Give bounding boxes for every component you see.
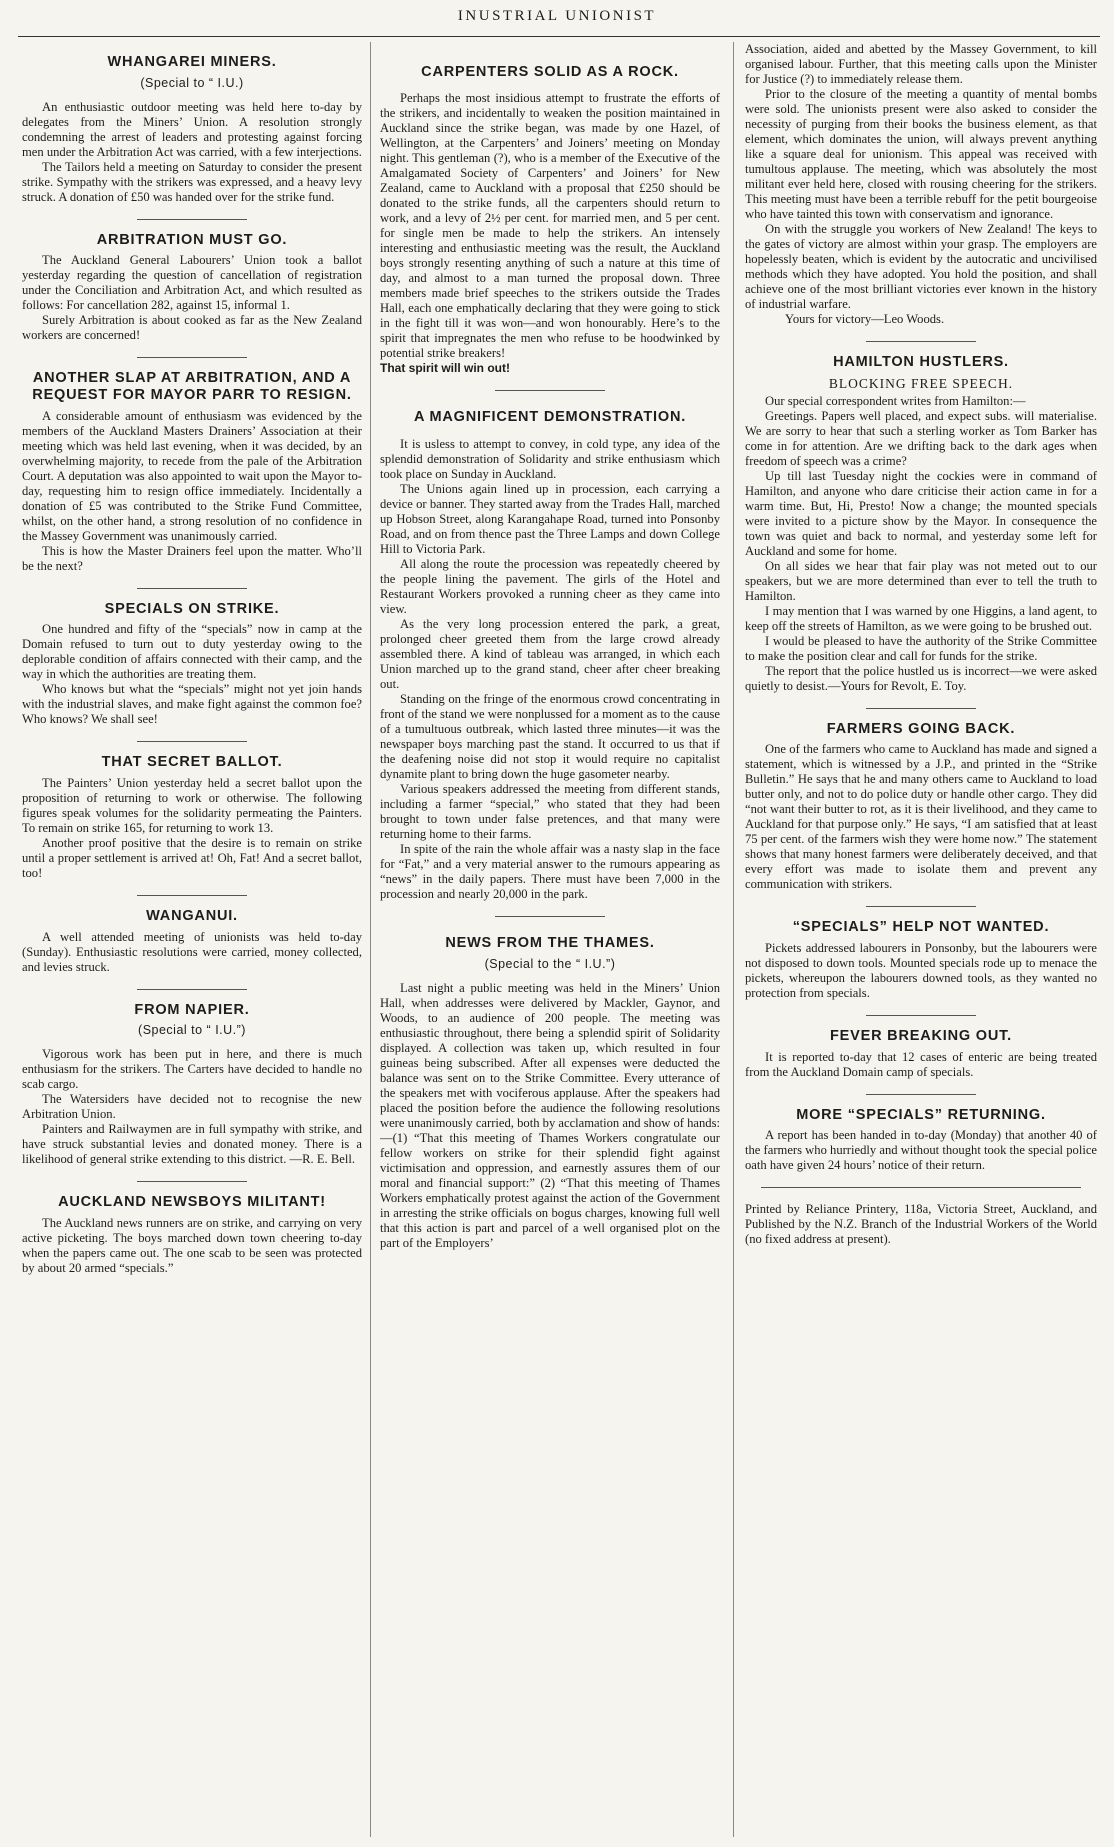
- separator: [495, 916, 605, 917]
- separator: [866, 1015, 976, 1016]
- paragraph: It is usless to attempt to convey, in cold type, any idea of the splendid demonstration of Solidarity and strike enthusiasm which took place on Sunday in Auckland.: [380, 437, 720, 482]
- headline: CARPENTERS SOLID AS A ROCK.: [421, 64, 679, 80]
- paragraph: Association, aided and abetted by the Massey Government, to kill organised labour. Further, that this meeting calls upon the Minister for Justice (?) to immediately release them.: [745, 42, 1097, 86]
- masthead: INUSTRIAL UNIONIST: [457, 8, 657, 24]
- paragraph: The Watersiders have decided not to recognise the new Arbitration Union.: [22, 1092, 362, 1122]
- dateline: (Special to “ I.U.): [140, 75, 244, 90]
- separator: [137, 989, 247, 990]
- separator: [137, 588, 247, 589]
- separator: [866, 906, 976, 907]
- paragraph: On with the struggle you workers of New Zealand! The keys to the gates of victory are almost within your grasp. The employers are hopelessly beaten, which is evident by the autocratic and uncivilised methods which they have adopted. You hold the position, and shall achieve one of the most brilliant victories ever known in the history of industrial warfare.: [745, 222, 1097, 311]
- article-newsboys-militant: [22, 1194, 362, 1276]
- headline: WANGANUI.: [146, 908, 238, 925]
- paragraph: All along the route the procession was repeatedly cheered by the people lining the pavement. The girls of the Hotel and Restaurant Workers provoked a running cheer as they came into view.: [380, 557, 720, 617]
- paragraph: The report that the police hustled us is incorrect—we were asked quietly to desist.—Yours for Revolt, E. Toy.: [745, 663, 1097, 693]
- headline: “SPECIALS” HELP NOT WANTED.: [792, 919, 1050, 936]
- separator: [137, 895, 247, 896]
- headline: A MAGNIFICENT DEMONSTRATION.: [413, 408, 687, 425]
- column-2: [380, 42, 720, 1841]
- top-rule: [18, 36, 1100, 37]
- separator: [137, 741, 247, 742]
- separator: [866, 1094, 976, 1095]
- article-specials-on-strike: [22, 601, 362, 728]
- paragraph: The Auckland news runners are on strike, and carrying on very active picketing. The boys marched down town cheering to-day when the papers came out. The one scab to be seen was protected by about 20 armed “specials.”: [22, 1216, 362, 1276]
- article-arbitration-must-go: [22, 232, 362, 344]
- headline: THAT SECRET BALLOT.: [101, 754, 283, 771]
- paragraph: Standing on the fringe of the enormous crowd concentrating in front of the stand we were nonplussed for a moment as to the cause of a tumultuous outbreak, which lasted three minutes—it was the newspaper boys marching past the stand. It occurred to us that if the deafening noise did not stop it would require no capitalist dynamite plant to bring down the huge gasometer nearby.: [380, 692, 720, 782]
- paragraph: I may mention that I was warned by one Higgins, a land agent, to keep off the streets of Hamilton, as we were going to be brushed out.: [745, 603, 1097, 633]
- paragraph: An enthusiastic outdoor meeting was held here to-day by delegates from the Miners’ Union. A resolution strongly condemning the arrest of leaders and protesting against forcing men under the Arbitration Act was carried, with a few interjections.: [22, 99, 362, 159]
- article-from-napier: [22, 1002, 362, 1168]
- paragraph-emphasis: That spirit will win out!: [380, 360, 510, 375]
- signature: Yours for victory—Leo Woods.: [785, 312, 945, 326]
- paragraph: On all sides we hear that fair play was not meted out to our speakers, but we are more determined than ever to tell the truth to Hamilton.: [745, 558, 1097, 603]
- paragraph: The Unions again lined up in procession, each carrying a device or banner. They started away from the Trades Hall, marched up Hobson Street, along Karangahape Road, turned into Ponsonby Road, and on from thence past the Three Lamps and down College Hill to Victoria Park.: [380, 482, 720, 557]
- headline: FEVER BREAKING OUT.: [830, 1028, 1012, 1045]
- subheadline: BLOCKING FREE SPEECH.: [828, 375, 1014, 391]
- headline: ARBITRATION MUST GO.: [96, 231, 288, 248]
- paragraph: Painters and Railwaymen are in full sympathy with strike, and have struck substantial levies and donated money. There is a likelihood of general strike extending to this district. —R. E. Bell.: [22, 1122, 362, 1167]
- column-3: [745, 42, 1097, 1841]
- separator: [137, 357, 247, 358]
- paragraph: I would be pleased to have the authority of the Strike Committee to make the position clear and call for funds for the strike.: [745, 633, 1097, 663]
- paragraph: Various speakers addressed the meeting from different stands, including a farmer “special,” who stated that they had been brought to town under false pretences, and that many were returning home to their farms.: [380, 782, 720, 842]
- separator: [866, 708, 976, 709]
- separator: [137, 1181, 247, 1182]
- article-secret-ballot: [22, 754, 362, 881]
- imprint-text: Printed by Reliance Printery, 118a, Victoria Street, Auckland, and Published by the N.Z. Branch of the Industrial Workers of the World (no fixed address at present).: [745, 1202, 1097, 1247]
- paragraph: Greetings. Papers well placed, and expect subs. will materialise. We are sorry to hear that such a sterling worker as Tom Barker has come in for attention. Are we drifting back to the dark ages when freedom of speech was a crime?: [745, 408, 1097, 468]
- paragraph: The Auckland General Labourers’ Union took a ballot yesterday regarding the question of cancellation of registration under the Conciliation and Arbitration Act, and which resulted as follows: For cancellation 282, against 15, informal 1.: [22, 253, 362, 313]
- article-thames-continued: [745, 42, 1097, 327]
- article-carpenters-solid: [380, 64, 720, 376]
- dateline: (Special to the “ I.U.”): [484, 957, 616, 972]
- paragraph: A report has been handed in to-day (Monday) that another 40 of the farmers who hurriedly and without thought took the special police oath have given 24 hours’ notice of their return.: [745, 1128, 1097, 1173]
- article-whangarei-miners: [22, 54, 362, 205]
- article-another-slap: [22, 370, 362, 573]
- imprint: [745, 1202, 1097, 1247]
- paragraph: A considerable amount of enthusiasm was evidenced by the members of the Auckland Masters Drainers’ Association at their meeting which was held last evening, when it was decided, by an overwhelming majority, to recede from the pale of the Arbitration Court. A deputation was also appointed to wait upon the Mayor to-day, requesting him to resign office immediately. Incidentally a donation of £5 was contributed to the Strike Fund Committee, whilst, on the other hand, a strong resolution of no confidence in the Massey Government was unanimously carried.: [22, 408, 362, 543]
- separator: [866, 341, 976, 342]
- headline: FARMERS GOING BACK.: [826, 720, 1016, 737]
- paragraph: Last night a public meeting was held in the Miners’ Union Hall, when addresses were delivered by Mackler, Gaynor, and Woods, to an audience of 200 people. The meeting was enthusiastic throughout, there being a splendid spirit of Solidarity displayed. A collection was taken up, which resulted in four guineas being subscribed. After all expenses were deducted the balance was sent on to the Strike Committee. Every utterance of the speakers met with vociferous applause. After the speakers had placed the position before the audience the following resolutions were unanimously carried, both by acclamation and show of hands:—(1) “That this meeting of Thames Workers congratulate our fellow workers on strike for their splendid fight against victimisation and oppression, and earnestly assures them of our moral and financial support:” (2) “That this meeting of Thames Workers emphatically protest against the action of the Government in arresting the strike officials on bogus charges, knowing full well that this action is part and parcel of a well organised plot on the part of the Employers’: [380, 981, 720, 1251]
- paragraph: Our special correspondent writes from Hamilton:—: [765, 393, 1026, 408]
- headline: AUCKLAND NEWSBOYS MILITANT!: [58, 1194, 326, 1211]
- paragraph: Pickets addressed labourers in Ponsonby, but the labourers were not disposed to down tools. Mounted specials rode up to menace the pickets, whereupon the labourers downed tools, as they wanted no protection from specials.: [745, 941, 1097, 1001]
- article-news-from-thames: [380, 935, 720, 1251]
- article-specials-help-not-wanted: [745, 919, 1097, 1001]
- paragraph: Surely Arbitration is about cooked as far as the New Zealand workers are concerned!: [22, 313, 362, 343]
- headline: SPECIALS ON STRIKE.: [104, 600, 280, 617]
- column-divider-1: [370, 42, 371, 1837]
- headline: ANOTHER SLAP AT ARBITRATION, AND A REQUEST FOR MAYOR PARR TO RESIGN.: [32, 370, 352, 404]
- separator: [137, 219, 247, 220]
- paragraph: In spite of the rain the whole affair was a nasty slap in the face for “Fat,” and a very material answer to the rumours appearing as “news” in the daily papers. There must have been 7,000 in the procession and nearly 20,000 in the park.: [380, 842, 720, 902]
- article-fever-breaking-out: [745, 1028, 1097, 1080]
- column-divider-2: [733, 42, 734, 1837]
- paragraph: Who knows but what the “specials” might not yet join hands with the industrial slaves, and make fight against the common foe? Who knows? We shall see!: [22, 682, 362, 727]
- paragraph: As the very long procession entered the park, a great, prolonged cheer greeted them from the large crowd already assembled there. A kind of tableau was arranged, in which each Union marched up to the grand stand, cheer after cheer breaking out.: [380, 617, 720, 692]
- paragraph: The Tailors held a meeting on Saturday to consider the present strike. Sympathy with the strikers was expressed, and a heavy levy struck. A donation of £50 was handed over for the strike fund.: [22, 159, 362, 204]
- separator: [495, 390, 605, 391]
- paragraph: The Painters’ Union yesterday held a secret ballot upon the proposition of returning to work or otherwise. The following figures speak volumes for the solidarity permeating the Painters. To remain on strike 165, for returning to work 13.: [22, 776, 362, 836]
- article-hamilton-hustlers: [745, 354, 1097, 694]
- paragraph: Up till last Tuesday night the cockies were in command of Hamilton, and anyone who dare criticise their action came in for a warm time. But, Hi, Presto! Now a change; the mounted specials were invited to a picture show by the Mayor. In consequence the town was quiet and back to normal, and yesterday some left for Auckland and some for home.: [745, 468, 1097, 558]
- article-magnificent-demonstration: [380, 409, 720, 903]
- column-1: [22, 42, 362, 1841]
- headline: HAMILTON HUSTLERS.: [833, 354, 1009, 370]
- headline: MORE “SPECIALS” RETURNING.: [796, 1106, 1046, 1123]
- separator: [761, 1187, 1081, 1188]
- paragraph: A well attended meeting of unionists was held to-day (Sunday). Enthusiastic resolutions were carried, money collected, and levies struck.: [22, 929, 362, 974]
- paragraph: Prior to the closure of the meeting a quantity of mental bombs were sold. The unionists present were also asked to consider the necessity of purging from their books the business element, as that element, which dominates the union, will always prevent anything like a square deal for unionism. This appeal was received with tumultous applause. The meeting, which was absolutely the most militant ever held here, closed with rousing cheering for the strikers. This meeting must have been a terrible rebuff for the petit bourgeoise who have tainted this town with conservatism and ignorance.: [745, 87, 1097, 221]
- paragraph: Another proof positive that the desire is to remain on strike until a proper settlement is arrived at! Oh, Fat! And a secret ballot, too!: [22, 836, 362, 881]
- dateline: (Special to “ I.U.”): [138, 1023, 246, 1038]
- headline: NEWS FROM THE THAMES.: [445, 935, 655, 952]
- paragraph: This is how the Master Drainers feel upon the matter. Who’ll be the next?: [22, 543, 362, 573]
- paragraph: One of the farmers who came to Auckland has made and signed a statement, which is witnessed by a J.P., and printed in the “Strike Bulletin.” He says that he and many others came to Auckland to load butter only, and not to do police duty or handle other cargo. They did “not want their butter to rot, as it is their livelihood, and they came to Auckland for that purpose only.” He says, “I am satisfied that at least 75 per cent. of the farmers wish they were home now.” The statement shows that many honest farmers were deliberately deceived, and that every effort was made to isolate them and prevent any communication with strikers.: [745, 742, 1097, 892]
- article-farmers-going-back: [745, 721, 1097, 893]
- paragraph: It is reported to-day that 12 cases of enteric are being treated from the Auckland Domain camp of specials.: [745, 1049, 1097, 1079]
- article-wanganui: [22, 908, 362, 975]
- headline: WHANGAREI MINERS.: [107, 54, 277, 70]
- paragraph: One hundred and fifty of the “specials” now in camp at the Domain refused to turn out to duty yesterday owing to the deplorable condition of affairs connected with their camp, and the way in which the authorities are treating them.: [22, 622, 362, 682]
- paragraph: Vigorous work has been put in here, and there is much enthusiasm for the strikers. The Carters have decided to handle no scab cargo.: [22, 1047, 362, 1092]
- headline: FROM NAPIER.: [134, 1001, 250, 1018]
- article-more-specials-returning: [745, 1107, 1097, 1174]
- paragraph: Perhaps the most insidious attempt to frustrate the efforts of the strikers, and incidentally to weaken the position maintained in Auckland since the strike began, was made by one Hazel, of Wellington, at the Carpenters’ and Joiners’ meeting on Monday night. This gentleman (?), who is a member of the Executive of the Amalgamated Society of Carpenters’ and Joiners’ for New Zealand, came to Auckland with a proposal that £250 should be donated to the strike funds, all the carpenters should return to work, and a levy of 2½ per cent. for married men, and 5 per cent. for single men be made to help the strikers. An intensely interesting and enthusiastic meeting was the result, the Auckland boys strongly resenting anything of such a nature at this time of day, and almost to a man turned the proposal down. Three members made brief speeches to the strikers outside the Trades Hall, each one emphatically declaring that they were going to stick in the fight till it was won—and won honourably. Here’s to the spirit that impregnates the men who refuse to be hoodwinked by potential strike breakers!: [380, 90, 720, 360]
